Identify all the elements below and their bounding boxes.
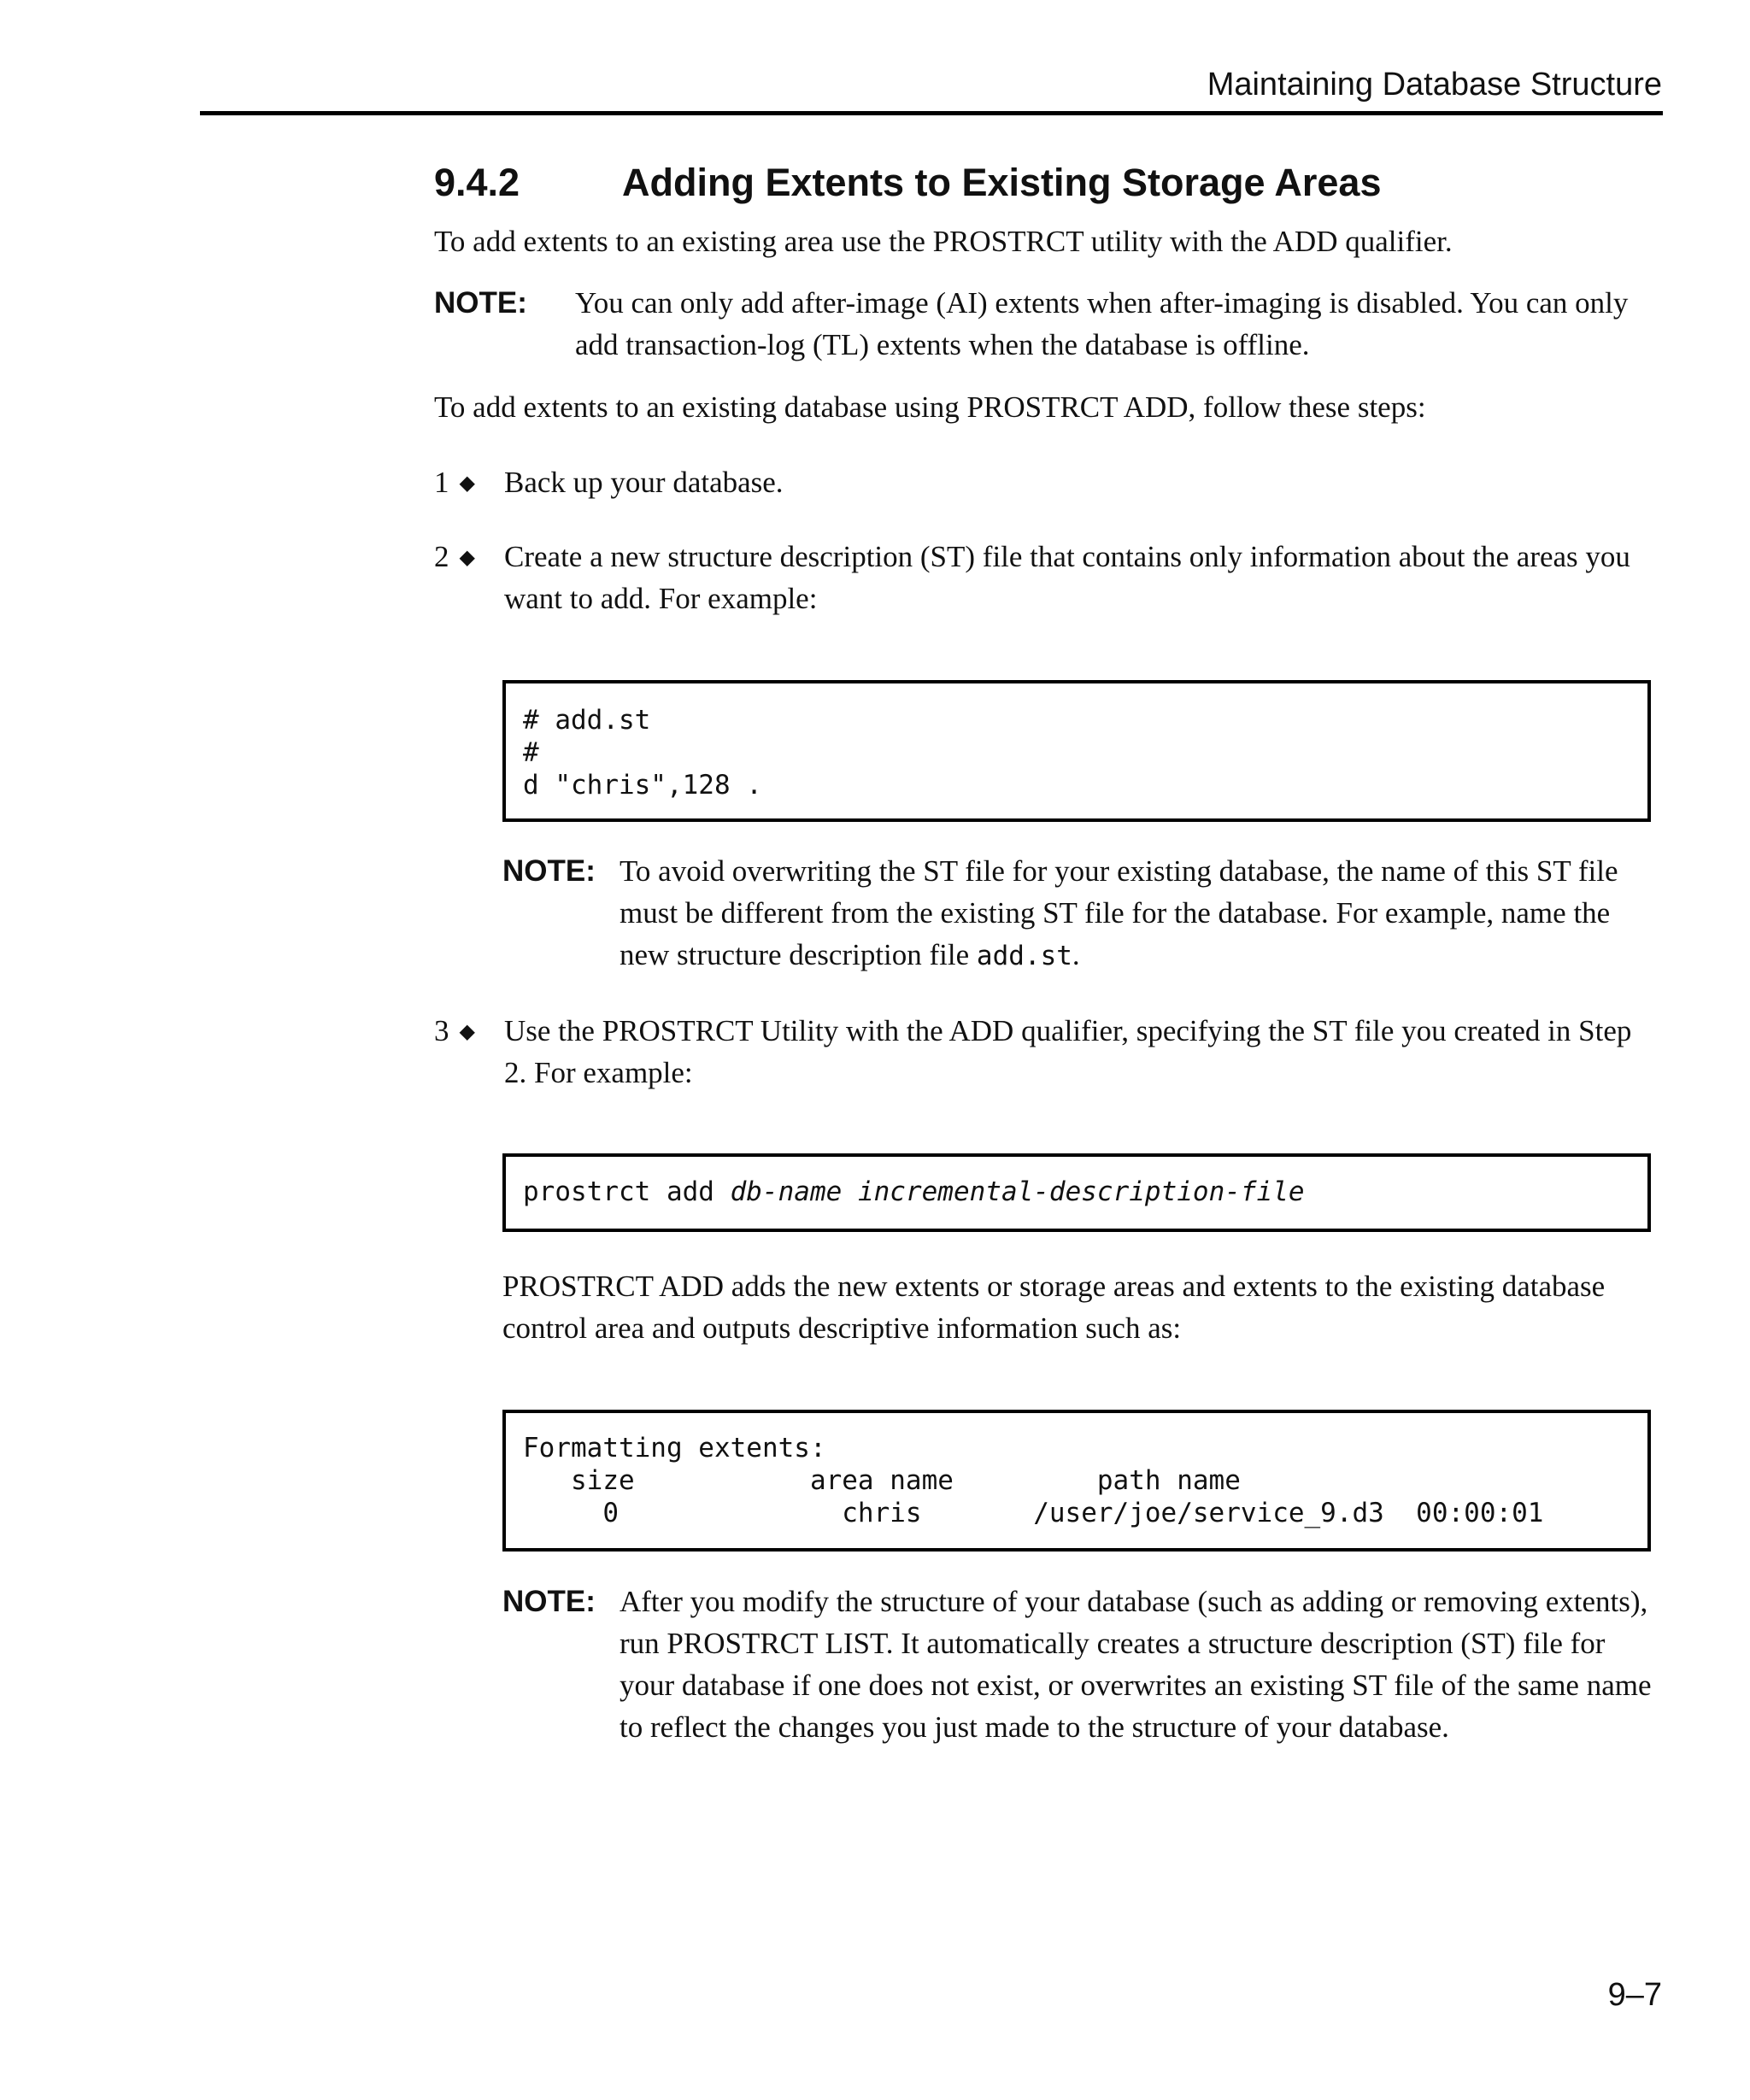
diamond-bullet-icon: ◆: [459, 547, 475, 569]
note-text: To avoid overwriting the ST file for your existing database, the name of this ST file must be different from the existing ST file for the database. For example, name the new structure description file add.st.: [620, 854, 1618, 971]
steps-intro: To add extents to an existing database using PROSTRCT ADD, follow these steps:: [434, 390, 1426, 424]
section-heading: [434, 161, 1382, 205]
step-text: Back up your database.: [504, 466, 784, 499]
code-block-add-st: [502, 680, 1651, 822]
header-rule: [200, 111, 1663, 115]
note-text: You can only add after-image (AI) extents when after-imaging is disabled. You can only add transaction-log (TL) extents when the database is offline.: [575, 286, 1629, 361]
inline-code-filename: add.st: [976, 941, 1072, 971]
running-head: Maintaining Database Structure: [1207, 67, 1662, 103]
note-prostrct-list: [502, 1581, 1660, 1748]
step-1: [434, 461, 1660, 507]
command-arg-db-name: db-name: [730, 1176, 843, 1207]
step-3: [434, 1010, 1660, 1094]
note-text: After you modify the structure of your database (such as adding or removing extents), run PROSTRCT LIST. It automatically creates a structure description (ST) file for your database if one does not exist, or overwrites an existing ST file of the same name to reflect the changes you just made to the structure of your database.: [620, 1585, 1652, 1744]
step-text: Use the PROSTRCT Utility with the ADD qualifier, specifying the ST file you created in Step 2. For example:: [504, 1014, 1632, 1089]
code-block-command: [502, 1153, 1651, 1232]
note-label: NOTE:: [502, 854, 596, 888]
section-title: Adding Extents to Existing Storage Areas: [622, 161, 1382, 204]
step-marker: 3 ◆: [434, 1014, 475, 1047]
step-2: [434, 536, 1660, 619]
command-text: prostrct add db-name incremental-description-file: [523, 1176, 1305, 1207]
page-number: 9–7: [1607, 1977, 1662, 2013]
diamond-bullet-icon: ◆: [459, 1021, 475, 1043]
section-number: 9.4.2: [434, 161, 520, 204]
note-label: NOTE:: [502, 1585, 596, 1618]
output-text: Formatting extents: size area name path name 0 chris /user/joe/service_9.d3 00:00:01: [523, 1433, 1544, 1528]
note-st-filename: [502, 850, 1660, 977]
step-marker: 2 ◆: [434, 540, 475, 573]
add-description: PROSTRCT ADD adds the new extents or storage areas and extents to the existing database control area and outputs descriptive information such as:: [502, 1270, 1606, 1345]
command-arg-description-file: incremental-description-file: [857, 1176, 1305, 1207]
step-text: Create a new structure description (ST) file that contains only information about the areas you want to add. For example:: [504, 540, 1630, 615]
step-marker: 1 ◆: [434, 466, 475, 499]
diamond-bullet-icon: ◆: [459, 472, 475, 495]
note-label: NOTE:: [434, 286, 527, 320]
intro-paragraph: To add extents to an existing area use the PROSTRCT utility with the ADD qualifier.: [434, 225, 1453, 258]
code-text: # add.st # d "chris",128 .: [523, 705, 762, 801]
code-block-output: [502, 1410, 1651, 1552]
note-ai-extents: [434, 282, 1660, 366]
